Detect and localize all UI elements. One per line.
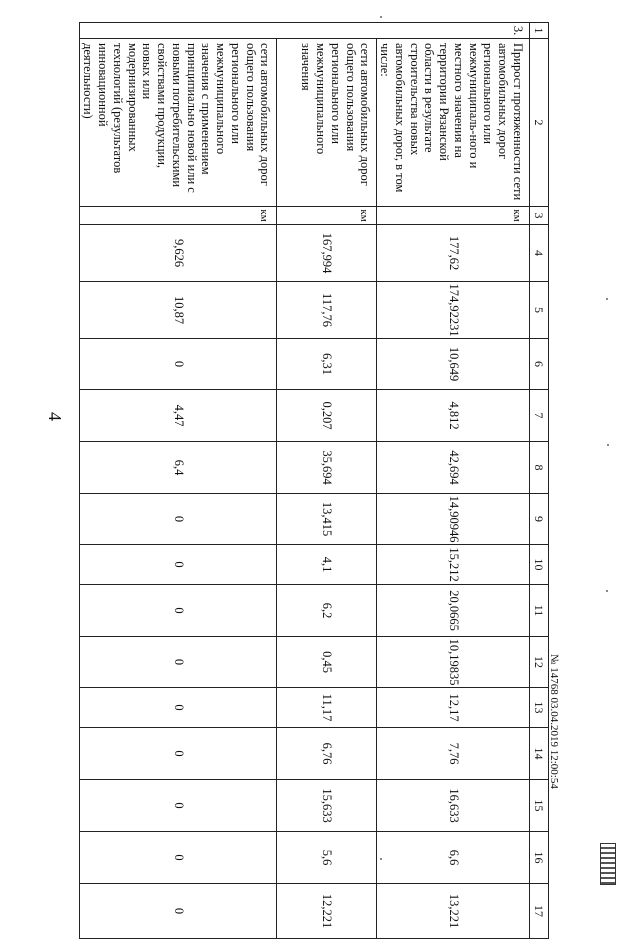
header-row [530,23,549,939]
scan-speck [606,590,608,592]
value-cell: 12,221 [277,884,377,939]
value-cell: 174,92231 [377,282,530,339]
header-cell: 3 [530,207,549,225]
value-cell: 0,207 [277,390,377,442]
value-cell: 0 [80,832,278,884]
value-cell: 6,4 [80,442,278,494]
value-cell: 0 [80,884,278,939]
unit-cell: км [377,207,530,225]
scan-speck [606,298,608,300]
value-cell: 13,415 [277,494,377,545]
data-table [79,22,549,939]
value-cell: 117,76 [277,282,377,339]
header-cell: 8 [530,442,549,494]
row-label: сети автомобильных дорог общего пользования регионального или межмуниципального значения [277,39,377,207]
header-cell: 1 [530,23,549,39]
header-cell: 17 [530,884,549,939]
header-cell: 15 [530,780,549,832]
value-cell: 15,633 [277,780,377,832]
value-cell: 0 [80,780,278,832]
unit-cell: км [80,207,278,225]
value-cell: 12,17 [377,688,530,728]
header-cell: 14 [530,728,549,780]
value-cell: 0 [80,339,278,390]
stamp-icon [600,843,616,885]
value-cell: 167,994 [277,225,377,282]
row-label: сети автомобильных дорог общего пользования регионального или межмуниципального значения с применением принципиально новой или с новыми потребительскими свойствами продукции, новых или модернизированных технологий (результатов инновационной деятельности) [80,39,278,207]
header-cell: 9 [530,494,549,545]
value-cell: 0 [80,494,278,545]
value-cell: 177,62 [377,225,530,282]
value-cell: 16,633 [377,780,530,832]
scan-speck [380,16,382,18]
header-cell: 6 [530,339,549,390]
value-cell: 4,812 [377,390,530,442]
value-cell: 20,0665 [377,585,530,637]
header-cell: 4 [530,225,549,282]
header-cell: 11 [530,585,549,637]
unit-cell: км [277,207,377,225]
value-cell: 0,45 [277,637,377,688]
header-cell: 16 [530,832,549,884]
value-cell: 0 [80,728,278,780]
value-cell: 0 [80,637,278,688]
header-cell: 10 [530,545,549,585]
header-cell: 13 [530,688,549,728]
value-cell: 7,76 [377,728,530,780]
value-cell: 4,47 [80,390,278,442]
scan-speck [607,444,609,446]
value-cell: 13,221 [377,884,530,939]
value-cell: 15,212 [377,545,530,585]
value-cell: 6,76 [277,728,377,780]
scan-speck [380,858,382,860]
value-cell: 10,649 [377,339,530,390]
row-number: 3. [80,23,530,39]
document-registration-footer: № 14768 03.04.2019 12:00:54 [548,654,560,789]
row-label: Прирост протяженности сети автомобильных дорог регионального или межмуниципаль-ного и местного значения на территории Рязанской области в результате строительства новых автомобильных дорог, в том числе: [377,39,530,207]
value-cell: 10,19835 [377,637,530,688]
table-row [80,23,278,939]
value-cell: 6,2 [277,585,377,637]
page-number: 4 [45,412,65,421]
table-row [277,23,377,939]
header-cell: 12 [530,637,549,688]
value-cell: 42,694 [377,442,530,494]
value-cell: 5,6 [277,832,377,884]
value-cell: 11,17 [277,688,377,728]
value-cell: 0 [80,585,278,637]
header-cell: 5 [530,282,549,339]
rotated-table-frame [79,22,549,929]
value-cell: 4,1 [277,545,377,585]
value-cell: 0 [80,545,278,585]
header-cell: 2 [530,39,549,207]
value-cell: 14,90946 [377,494,530,545]
value-cell: 9,626 [80,225,278,282]
value-cell: 6,31 [277,339,377,390]
value-cell: 0 [80,688,278,728]
value-cell: 35,694 [277,442,377,494]
value-cell: 10,87 [80,282,278,339]
table-row [377,23,530,939]
value-cell: 6,6 [377,832,530,884]
header-cell: 7 [530,390,549,442]
